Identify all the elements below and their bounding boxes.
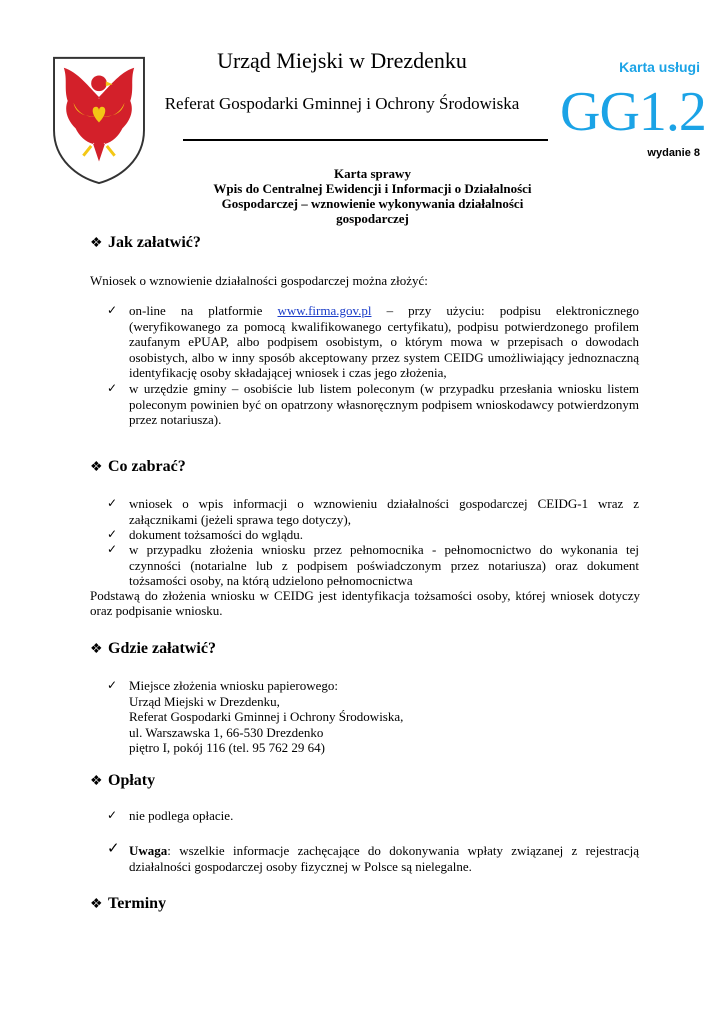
checkmark-icon: ✓: [107, 496, 118, 510]
list-item: ✓ w przypadku złożenia wniosku przez pełnomocnika - pełnomocnictwo do wykonania tej czynności (notarialne lub z podpisem poświadczonym przez notariusza) oraz dokument tożsamości osoby, na którą udzielono pełnomocnictwa: [107, 542, 639, 588]
diamond-bullet-icon: ❖: [90, 460, 103, 475]
diamond-bullet-icon: ❖: [90, 236, 103, 251]
firma-gov-link[interactable]: www.firma.gov.pl: [277, 303, 372, 318]
checkmark-icon: ✓: [107, 542, 118, 556]
list-item: ✓ nie podlega opłacie.: [107, 808, 234, 823]
case-title: Wpis do Centralnej Ewidencji i Informacji o Działalności Gospodarczej – wznowienie wykonywania działalności gospodarczej: [213, 181, 532, 226]
edition-label: wydanie 8: [647, 147, 700, 159]
warning-label: Uwaga: [129, 843, 168, 858]
checkmark-icon: ✓: [107, 381, 118, 395]
co-note: Podstawą do złożenia wniosku w CEIDG jest identyfikacja tożsamości osoby, której wniosek dotyczy oraz podpisanie wniosku.: [90, 588, 640, 618]
list-item: ✓ on-line na platformie www.firma.gov.pl – przy użyciu: podpisu elektronicznego (weryfikowanego za pomocą kwalifikowanego certyfikatu), podpisu potwierdzonego profilem zaufanym ePUAP, albo podpisem osobistym, o którym mowa w przepisach o dowodach osobistych, albo w inny sposób akceptowany przez system CEIDG umożliwiający jednoznaczną identyfikację osoby składającej wniosek i czas jego złożenia,: [107, 303, 639, 380]
checkmark-icon: ✓: [107, 678, 118, 692]
section-heading-co: ❖ Co zabrać?: [90, 458, 186, 475]
checkmark-icon: ✓: [107, 808, 118, 822]
service-code: GG1.2: [560, 81, 706, 143]
section-heading-gdzie: ❖ Gdzie załatwić?: [90, 640, 216, 657]
list-item: ✓ wniosek o wpis informacji o wznowieniu działalności gospodarczej CEIDG-1 wraz z załącznikami (jeżeli sprawa tego dotyczy),: [107, 496, 639, 527]
case-label: Karta sprawy: [334, 166, 411, 181]
section-heading-oplaty: ❖ Opłaty: [90, 772, 156, 789]
office-name: Urząd Miejski w Drezdenku: [217, 48, 467, 73]
checkmark-icon: ✓: [107, 527, 118, 541]
header-divider: [183, 139, 548, 141]
checkmark-icon: ✓: [107, 839, 120, 857]
service-card-label: Karta usługi: [619, 59, 700, 75]
department-name: Referat Gospodarki Gminnej i Ochrony Środowiska: [164, 94, 520, 113]
diamond-bullet-icon: ❖: [90, 642, 103, 657]
section-heading-terminy: ❖ Terminy: [90, 895, 167, 912]
jak-intro: Wniosek o wznowienie działalności gospodarczej można złożyć:: [90, 273, 428, 288]
checkmark-icon: ✓: [107, 303, 118, 317]
warning-item: ✓ Uwaga: wszelkie informacje zachęcające do dokonywania wpłaty związanej z rejestracją działalności gospodarczej osoby fizycznej w Polsce są nielegalne.: [107, 839, 639, 874]
coat-of-arms-icon: [50, 54, 148, 186]
diamond-bullet-icon: ❖: [90, 774, 103, 789]
address-block: ✓ Miejsce złożenia wniosku papierowego: Urząd Miejski w Drezdenku, Referat Gospodarki Gminnej i Ochrony Środowiska, ul. Warszawska 1, 66-530 Drezdenko piętro I, pokój 116 (tel. 95 762 29 64): [107, 678, 404, 755]
list-item: ✓ dokument tożsamości do wglądu.: [107, 527, 304, 542]
diamond-bullet-icon: ❖: [90, 897, 103, 912]
list-item: ✓ w urzędzie gminy – osobiście lub listem poleconym (w przypadku przesłania wniosku listem poleconym powinien być on opatrzony własnoręcznym podpisem wnioskodawcy potwierdzonym przez notariusza).: [107, 381, 639, 427]
section-heading-jak: ❖ Jak załatwić?: [90, 234, 201, 251]
case-header: [200, 166, 545, 226]
